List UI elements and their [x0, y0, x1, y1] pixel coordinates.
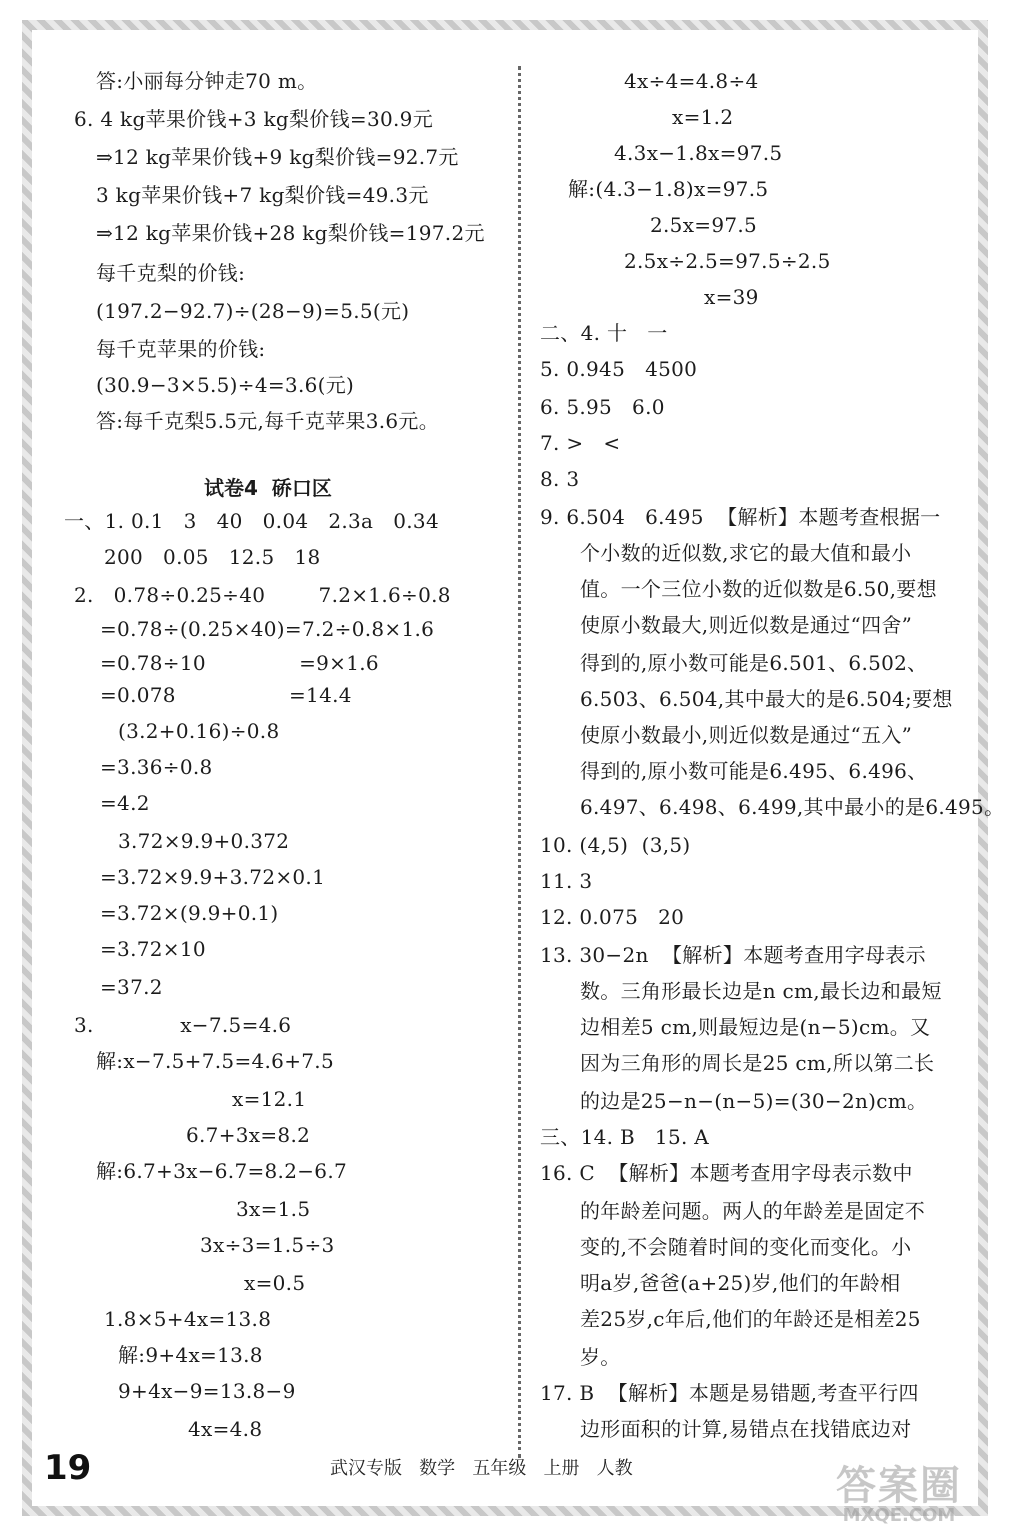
text-line: 2. 0.78÷0.25÷40 7.2×1.6÷0.8: [74, 583, 451, 607]
text-line: 200 0.05 12.5 18: [104, 545, 321, 569]
text-line: 4x=4.8: [188, 1417, 263, 1441]
text-line: =3.72×10: [100, 937, 206, 961]
text-line: (197.2−92.7)÷(28−9)=5.5(元): [96, 299, 410, 323]
text-line: 解:9+4x=13.8: [118, 1343, 263, 1367]
text-line: 使原小数最小,则近似数是通过“五入”: [580, 723, 913, 747]
text-line: 边相差5 cm,则最短边是(n−5)cm。又: [580, 1015, 931, 1039]
text-line: 一、1. 0.1 3 40 0.04 2.3a 0.34: [64, 509, 439, 533]
text-line: 6. 4 kg苹果价钱+3 kg梨价钱=30.9元: [74, 107, 433, 131]
text-line: 明a岁,爸爸(a+25)岁,他们的年龄相: [580, 1271, 901, 1295]
text-line: 解:6.7+3x−6.7=8.2−6.7: [96, 1159, 347, 1183]
text-line: 12. 0.075 20: [540, 905, 685, 929]
text-line: 3x÷3=1.5÷3: [200, 1233, 335, 1257]
column-divider: [518, 66, 521, 1458]
text-line: 答:小丽每分钟走70 m。: [96, 69, 318, 93]
watermark-url: MXQE.COM: [842, 1505, 956, 1526]
watermark-text: 答案圈: [836, 1463, 962, 1509]
section-title: 试卷4 硚口区: [204, 476, 332, 500]
text-line: 7. > <: [540, 431, 621, 455]
text-line: 解:(4.3−1.8)x=97.5: [568, 177, 769, 201]
text-line: =37.2: [100, 975, 163, 999]
text-line: 差25岁,c年后,他们的年龄还是相差25: [580, 1307, 921, 1331]
text-line: (3.2+0.16)÷0.8: [118, 719, 280, 743]
text-line: =0.078 =14.4: [100, 683, 352, 707]
text-line: =4.2: [100, 791, 150, 815]
text-line: =3.72×(9.9+0.1): [100, 901, 279, 925]
text-line: 值。一个三位小数的近似数是6.50,要想: [580, 577, 937, 601]
text-line: 因为三角形的周长是25 cm,所以第二长: [580, 1051, 935, 1075]
text-line: 3. x−7.5=4.6: [74, 1013, 292, 1037]
text-line: =0.78÷10 =9×1.6: [100, 651, 379, 675]
text-line: 的边是25−n−(n−5)=(30−2n)cm。: [580, 1089, 928, 1113]
text-line: 答:每千克梨5.5元,每千克苹果3.6元。: [96, 409, 440, 433]
text-line: 3x=1.5: [236, 1197, 311, 1221]
text-line: (30.9−3×5.5)÷4=3.6(元): [96, 373, 355, 397]
text-line: 13. 30−2n 【解析】本题考查用字母表示: [540, 943, 926, 967]
text-line: 的年龄差问题。两人的年龄差是固定不: [580, 1199, 926, 1223]
text-line: ⇒12 kg苹果价钱+9 kg梨价钱=92.7元: [96, 145, 459, 169]
text-line: x=1.2: [672, 105, 734, 129]
page-footer: 武汉专版 数学 五年级 上册 人教: [330, 1458, 633, 1479]
text-line: x=12.1: [232, 1087, 307, 1111]
text-line: 边形面积的计算,易错点在找错底边对: [580, 1417, 912, 1441]
text-line: 得到的,原小数可能是6.501、6.502、: [580, 651, 928, 675]
text-line: =0.78÷(0.25×40)=7.2÷0.8×1.6: [100, 617, 435, 641]
page-number: 19: [44, 1448, 92, 1488]
text-line: 变的,不会随着时间的变化而变化。小: [580, 1235, 912, 1259]
text-line: 9. 6.504 6.495 【解析】本题考查根据一: [540, 505, 941, 529]
text-line: =3.36÷0.8: [100, 755, 213, 779]
text-line: 6.497、6.498、6.499,其中最小的是6.495。: [580, 795, 1005, 819]
text-line: 3 kg苹果价钱+7 kg梨价钱=49.3元: [96, 183, 429, 207]
text-line: 5. 0.945 4500: [540, 357, 698, 381]
text-line: 三、14. B 15. A: [540, 1125, 710, 1149]
text-line: 16. C 【解析】本题考查用字母表示数中: [540, 1161, 913, 1185]
text-line: x=39: [704, 285, 759, 309]
text-line: 6.7+3x=8.2: [186, 1123, 311, 1147]
text-line: 二、4. 十 一: [540, 321, 668, 345]
text-line: 8. 3: [540, 467, 580, 491]
text-line: 4.3x−1.8x=97.5: [614, 141, 783, 165]
text-line: 3.72×9.9+0.372: [118, 829, 290, 853]
text-line: 17. B 【解析】本题是易错题,考查平行四: [540, 1381, 919, 1405]
text-line: x=0.5: [244, 1271, 306, 1295]
text-line: 4x÷4=4.8÷4: [624, 69, 759, 93]
text-line: 得到的,原小数可能是6.495、6.496、: [580, 759, 928, 783]
text-line: 11. 3: [540, 869, 593, 893]
text-line: 10. (4,5) (3,5): [540, 833, 691, 857]
watermark-logo: [814, 1463, 984, 1528]
text-line: 2.5x÷2.5=97.5÷2.5: [624, 249, 831, 273]
text-line: 岁。: [580, 1345, 621, 1369]
text-line: 6. 5.95 6.0: [540, 395, 665, 419]
text-line: 使原小数最大,则近似数是通过“四舍”: [580, 613, 913, 637]
text-line: 每千克梨的价钱:: [96, 261, 246, 285]
text-line: 2.5x=97.5: [650, 213, 758, 237]
text-line: 个小数的近似数,求它的最大值和最小: [580, 541, 912, 565]
text-line: 数。三角形最长边是n cm,最长边和最短: [580, 979, 942, 1003]
text-line: 解:x−7.5+7.5=4.6+7.5: [96, 1049, 334, 1073]
text-line: 9+4x−9=13.8−9: [118, 1379, 296, 1403]
text-line: =3.72×9.9+3.72×0.1: [100, 865, 326, 889]
text-line: 1.8×5+4x=13.8: [104, 1307, 272, 1331]
text-line: ⇒12 kg苹果价钱+28 kg梨价钱=197.2元: [96, 221, 485, 245]
text-line: 每千克苹果的价钱:: [96, 337, 266, 361]
text-line: 6.503、6.504,其中最大的是6.504;要想: [580, 687, 953, 711]
